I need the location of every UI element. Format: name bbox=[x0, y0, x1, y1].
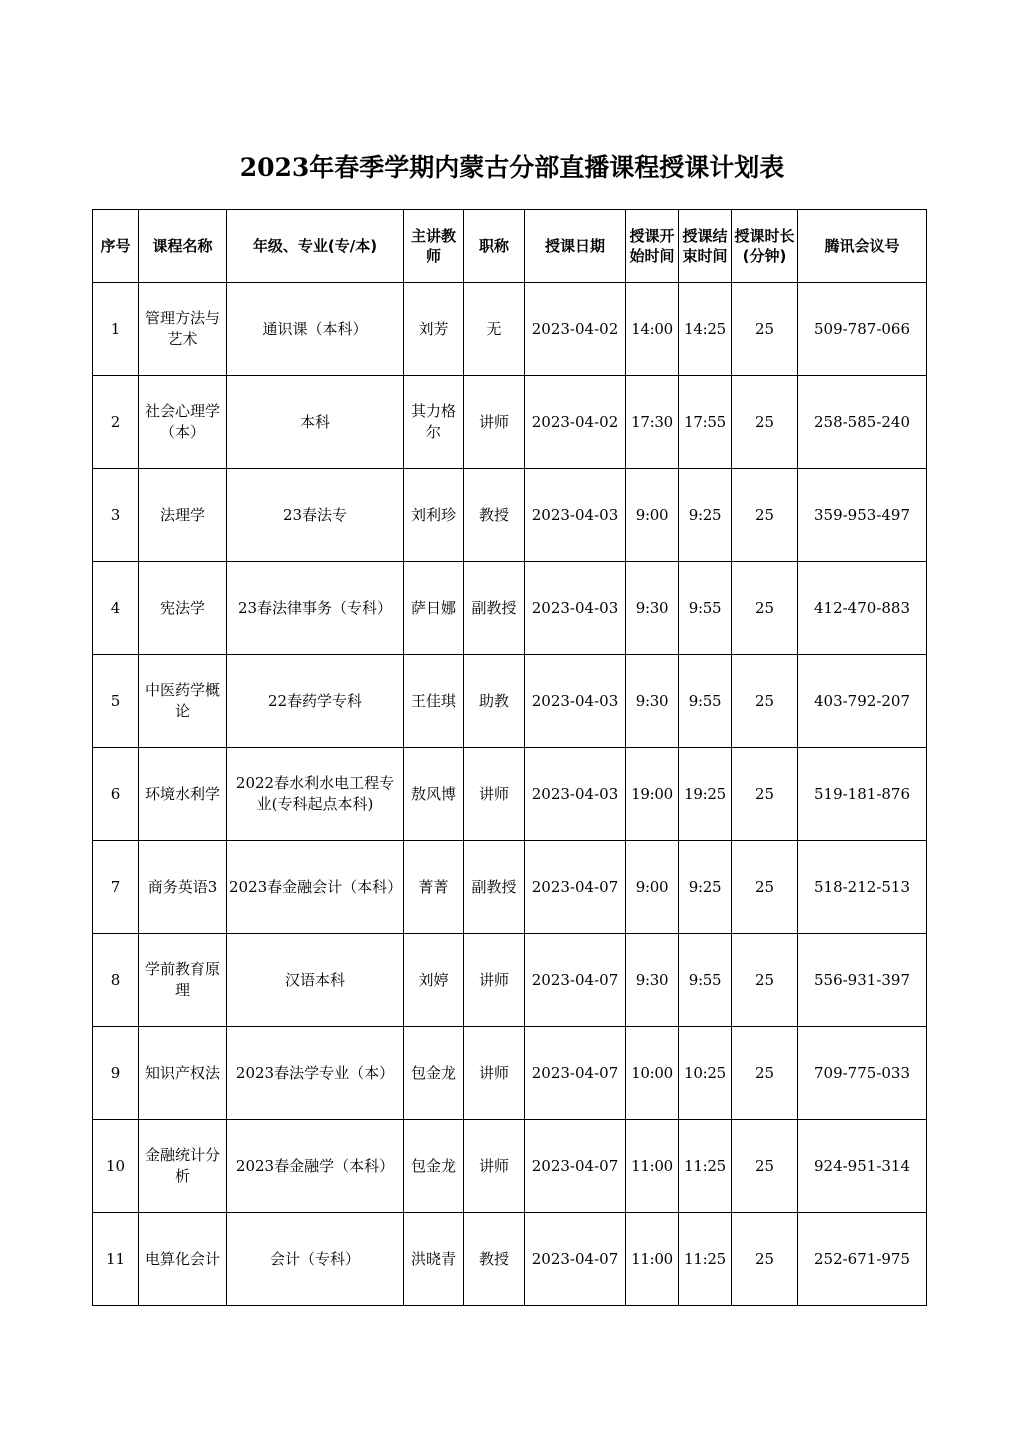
cell-duration: 25 bbox=[732, 562, 798, 655]
cell-start: 14:00 bbox=[626, 283, 679, 376]
cell-course: 宪法学 bbox=[139, 562, 227, 655]
cell-rank: 助教 bbox=[464, 655, 525, 748]
cell-duration: 25 bbox=[732, 1120, 798, 1213]
cell-meeting-id: 252-671-975 bbox=[798, 1213, 927, 1306]
header-lecturer: 主讲教师 bbox=[404, 210, 464, 283]
table-row bbox=[93, 841, 927, 934]
header-grade-major: 年级、专业(专/本) bbox=[227, 210, 404, 283]
cell-grade-major: 2023春法学专业（本） bbox=[227, 1027, 404, 1120]
header-rank: 职称 bbox=[464, 210, 525, 283]
cell-lecturer: 洪晓青 bbox=[404, 1213, 464, 1306]
cell-index: 10 bbox=[93, 1120, 139, 1213]
cell-rank: 教授 bbox=[464, 469, 525, 562]
cell-meeting-id: 519-181-876 bbox=[798, 748, 927, 841]
cell-duration: 25 bbox=[732, 283, 798, 376]
cell-index: 7 bbox=[93, 841, 139, 934]
cell-duration: 25 bbox=[732, 934, 798, 1027]
cell-meeting-id: 556-931-397 bbox=[798, 934, 927, 1027]
cell-end: 10:25 bbox=[679, 1027, 732, 1120]
cell-course: 知识产权法 bbox=[139, 1027, 227, 1120]
cell-date: 2023-04-03 bbox=[525, 469, 626, 562]
cell-start: 11:00 bbox=[626, 1213, 679, 1306]
cell-lecturer: 王佳琪 bbox=[404, 655, 464, 748]
cell-meeting-id: 412-470-883 bbox=[798, 562, 927, 655]
header-start: 授课开始时间 bbox=[626, 210, 679, 283]
table-row bbox=[93, 562, 927, 655]
cell-end: 9:55 bbox=[679, 934, 732, 1027]
cell-duration: 25 bbox=[732, 1213, 798, 1306]
header-date: 授课日期 bbox=[525, 210, 626, 283]
cell-course: 商务英语3 bbox=[139, 841, 227, 934]
cell-rank: 副教授 bbox=[464, 841, 525, 934]
table-row bbox=[93, 655, 927, 748]
cell-start: 19:00 bbox=[626, 748, 679, 841]
table-row bbox=[93, 748, 927, 841]
cell-grade-major: 汉语本科 bbox=[227, 934, 404, 1027]
header-meeting-id: 腾讯会议号 bbox=[798, 210, 927, 283]
cell-index: 6 bbox=[93, 748, 139, 841]
cell-index: 3 bbox=[93, 469, 139, 562]
cell-meeting-id: 359-953-497 bbox=[798, 469, 927, 562]
cell-end: 17:55 bbox=[679, 376, 732, 469]
cell-course: 中医药学概论 bbox=[139, 655, 227, 748]
schedule-table bbox=[92, 209, 927, 1306]
cell-lecturer: 其力格尔 bbox=[404, 376, 464, 469]
cell-meeting-id: 258-585-240 bbox=[798, 376, 927, 469]
cell-grade-major: 22春药学专科 bbox=[227, 655, 404, 748]
cell-rank: 讲师 bbox=[464, 748, 525, 841]
cell-end: 9:55 bbox=[679, 655, 732, 748]
cell-date: 2023-04-07 bbox=[525, 841, 626, 934]
cell-start: 9:30 bbox=[626, 655, 679, 748]
cell-rank: 讲师 bbox=[464, 1027, 525, 1120]
cell-start: 10:00 bbox=[626, 1027, 679, 1120]
header-row bbox=[93, 210, 927, 283]
cell-index: 5 bbox=[93, 655, 139, 748]
cell-course: 法理学 bbox=[139, 469, 227, 562]
cell-lecturer: 菁菁 bbox=[404, 841, 464, 934]
cell-lecturer: 萨日娜 bbox=[404, 562, 464, 655]
cell-end: 9:25 bbox=[679, 841, 732, 934]
header-index: 序号 bbox=[93, 210, 139, 283]
cell-course: 金融统计分析 bbox=[139, 1120, 227, 1213]
cell-date: 2023-04-02 bbox=[525, 283, 626, 376]
cell-lecturer: 敖风博 bbox=[404, 748, 464, 841]
table-row bbox=[93, 1213, 927, 1306]
cell-end: 14:25 bbox=[679, 283, 732, 376]
cell-start: 9:00 bbox=[626, 469, 679, 562]
table-row bbox=[93, 376, 927, 469]
cell-index: 4 bbox=[93, 562, 139, 655]
cell-course: 管理方法与艺术 bbox=[139, 283, 227, 376]
cell-lecturer: 包金龙 bbox=[404, 1120, 464, 1213]
cell-duration: 25 bbox=[732, 376, 798, 469]
cell-rank: 讲师 bbox=[464, 376, 525, 469]
cell-date: 2023-04-07 bbox=[525, 934, 626, 1027]
cell-index: 2 bbox=[93, 376, 139, 469]
cell-end: 9:55 bbox=[679, 562, 732, 655]
cell-meeting-id: 518-212-513 bbox=[798, 841, 927, 934]
cell-date: 2023-04-03 bbox=[525, 562, 626, 655]
table-row bbox=[93, 469, 927, 562]
cell-index: 8 bbox=[93, 934, 139, 1027]
cell-date: 2023-04-07 bbox=[525, 1213, 626, 1306]
cell-grade-major: 23春法专 bbox=[227, 469, 404, 562]
header-end: 授课结束时间 bbox=[679, 210, 732, 283]
cell-duration: 25 bbox=[732, 1027, 798, 1120]
cell-start: 17:30 bbox=[626, 376, 679, 469]
cell-course: 学前教育原理 bbox=[139, 934, 227, 1027]
cell-lecturer: 刘婷 bbox=[404, 934, 464, 1027]
cell-rank: 副教授 bbox=[464, 562, 525, 655]
cell-rank: 讲师 bbox=[464, 934, 525, 1027]
cell-course: 电算化会计 bbox=[139, 1213, 227, 1306]
cell-grade-major: 2023春金融学（本科） bbox=[227, 1120, 404, 1213]
cell-end: 19:25 bbox=[679, 748, 732, 841]
cell-date: 2023-04-03 bbox=[525, 748, 626, 841]
header-duration: 授课时长(分钟) bbox=[732, 210, 798, 283]
cell-duration: 25 bbox=[732, 469, 798, 562]
cell-rank: 无 bbox=[464, 283, 525, 376]
cell-rank: 教授 bbox=[464, 1213, 525, 1306]
cell-lecturer: 刘芳 bbox=[404, 283, 464, 376]
table-row bbox=[93, 283, 927, 376]
cell-end: 9:25 bbox=[679, 469, 732, 562]
page-title: 2023年春季学期内蒙古分部直播课程授课计划表 bbox=[239, 153, 785, 182]
cell-grade-major: 23春法律事务（专科） bbox=[227, 562, 404, 655]
cell-index: 11 bbox=[93, 1213, 139, 1306]
cell-course: 环境水利学 bbox=[139, 748, 227, 841]
cell-course: 社会心理学（本） bbox=[139, 376, 227, 469]
table-row bbox=[93, 1027, 927, 1120]
table-row bbox=[93, 934, 927, 1027]
cell-grade-major: 本科 bbox=[227, 376, 404, 469]
cell-index: 9 bbox=[93, 1027, 139, 1120]
cell-grade-major: 2022春水利水电工程专业(专科起点本科) bbox=[227, 748, 404, 841]
cell-end: 11:25 bbox=[679, 1120, 732, 1213]
cell-grade-major: 2023春金融会计（本科） bbox=[227, 841, 404, 934]
cell-duration: 25 bbox=[732, 655, 798, 748]
cell-lecturer: 刘利珍 bbox=[404, 469, 464, 562]
cell-grade-major: 会计（专科） bbox=[227, 1213, 404, 1306]
cell-duration: 25 bbox=[732, 841, 798, 934]
cell-start: 11:00 bbox=[626, 1120, 679, 1213]
cell-date: 2023-04-07 bbox=[525, 1120, 626, 1213]
table-row bbox=[93, 1120, 927, 1213]
cell-meeting-id: 509-787-066 bbox=[798, 283, 927, 376]
cell-start: 9:00 bbox=[626, 841, 679, 934]
cell-grade-major: 通识课（本科） bbox=[227, 283, 404, 376]
header-course: 课程名称 bbox=[139, 210, 227, 283]
cell-date: 2023-04-03 bbox=[525, 655, 626, 748]
cell-lecturer: 包金龙 bbox=[404, 1027, 464, 1120]
cell-date: 2023-04-02 bbox=[525, 376, 626, 469]
cell-meeting-id: 403-792-207 bbox=[798, 655, 927, 748]
cell-start: 9:30 bbox=[626, 934, 679, 1027]
cell-meeting-id: 709-775-033 bbox=[798, 1027, 927, 1120]
cell-duration: 25 bbox=[732, 748, 798, 841]
cell-end: 11:25 bbox=[679, 1213, 732, 1306]
cell-index: 1 bbox=[93, 283, 139, 376]
cell-date: 2023-04-07 bbox=[525, 1027, 626, 1120]
cell-meeting-id: 924-951-314 bbox=[798, 1120, 927, 1213]
cell-start: 9:30 bbox=[626, 562, 679, 655]
cell-rank: 讲师 bbox=[464, 1120, 525, 1213]
